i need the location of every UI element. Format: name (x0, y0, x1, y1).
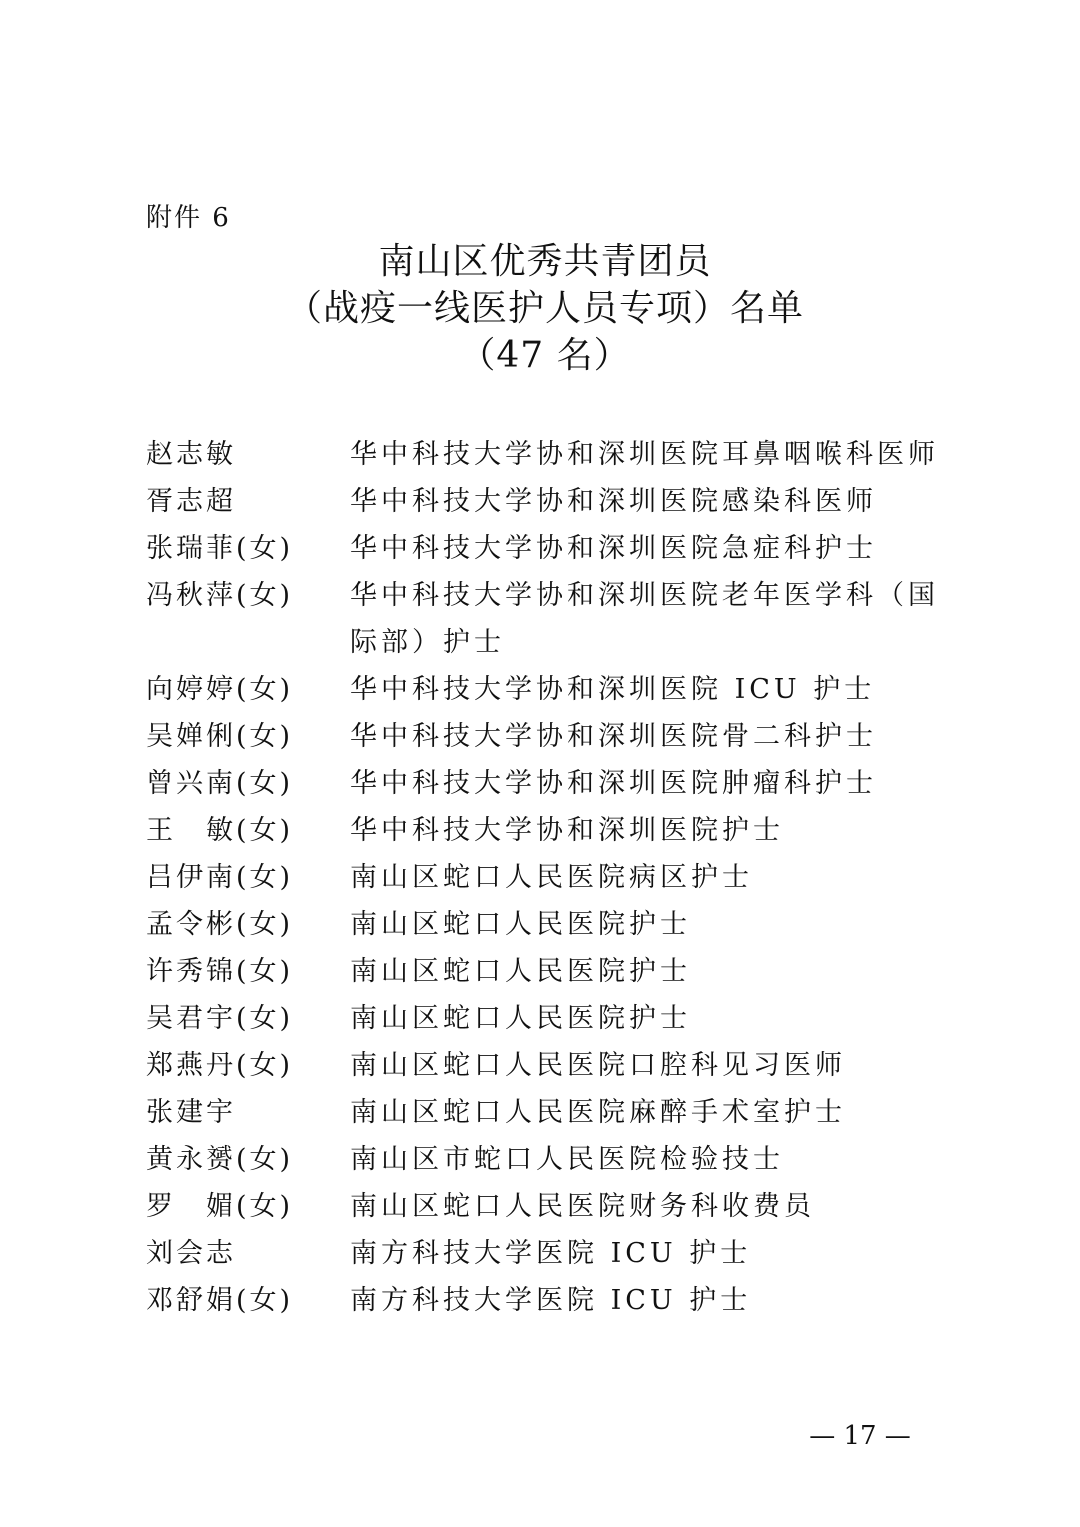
person-unit: 南山区蛇口人民医院护士 (350, 1003, 691, 1034)
person-unit: 华中科技大学协和深圳医院感染科医师 (350, 486, 877, 517)
person-name: 黄永赟(女) (146, 1144, 294, 1175)
roster-entry (146, 1183, 946, 1230)
person-unit: 南山区蛇口人民医院护士 (350, 909, 691, 940)
roster-entry (146, 1089, 946, 1136)
person-name: 向婷婷(女) (146, 674, 294, 705)
attachment-label: 附件 6 (146, 203, 231, 233)
person-name: 刘会志 (146, 1238, 236, 1269)
roster-entry (146, 713, 946, 760)
person-name: 许秀锦(女) (146, 956, 294, 987)
person-name: 冯秋萍(女) (146, 580, 294, 611)
roster-entry (146, 807, 946, 854)
person-name: 胥志超 (146, 486, 236, 517)
person-unit: 华中科技大学协和深圳医院 ICU 护士 (350, 674, 876, 705)
person-unit: 南山区蛇口人民医院麻醉手术室护士 (350, 1097, 846, 1128)
person-name: 罗 媚(女) (146, 1191, 294, 1222)
roster-entry (146, 666, 946, 713)
person-name: 邓舒娟(女) (146, 1285, 294, 1316)
roster-entry (146, 995, 946, 1042)
person-unit: 南方科技大学医院 ICU 护士 (350, 1285, 752, 1316)
person-name: 郑燕丹(女) (146, 1050, 294, 1081)
person-name: 吴君宇(女) (146, 1003, 294, 1034)
person-name: 吴婵俐(女) (146, 721, 294, 752)
roster-entry (146, 760, 946, 807)
page-number: — 17 — (809, 1421, 911, 1451)
person-name: 孟令彬(女) (146, 909, 294, 940)
person-unit: 南山区蛇口人民医院财务科收费员 (350, 1191, 815, 1222)
person-unit: 华中科技大学协和深圳医院护士 (350, 815, 784, 846)
roster-list (146, 431, 946, 1324)
roster-entry (146, 431, 946, 478)
person-name: 王 敏(女) (146, 815, 294, 846)
person-name: 曾兴南(女) (146, 768, 294, 799)
roster-entry (146, 478, 946, 525)
title-line-1: 南山区优秀共青团员 (378, 241, 712, 282)
roster-entry (146, 525, 946, 572)
roster-entry (146, 901, 946, 948)
person-unit: 华中科技大学协和深圳医院老年医学科（国际部）护士 (350, 580, 939, 658)
roster-entry (146, 948, 946, 995)
person-unit: 南方科技大学医院 ICU 护士 (350, 1238, 752, 1269)
person-unit: 华中科技大学协和深圳医院急症科护士 (350, 533, 877, 564)
roster-entry (146, 1136, 946, 1183)
person-name: 张瑞菲(女) (146, 533, 294, 564)
person-unit: 南山区蛇口人民医院口腔科见习医师 (350, 1050, 846, 1081)
title-line-3: （47 名） (459, 335, 631, 376)
person-name: 张建宇 (146, 1097, 236, 1128)
roster-entry (146, 1042, 946, 1089)
roster-entry (146, 1230, 946, 1277)
person-unit: 华中科技大学协和深圳医院耳鼻咽喉科医师 (350, 439, 939, 470)
roster-entry (146, 1277, 946, 1324)
person-unit: 南山区市蛇口人民医院检验技士 (350, 1144, 784, 1175)
person-name: 赵志敏 (146, 439, 236, 470)
person-unit: 华中科技大学协和深圳医院肿瘤科护士 (350, 768, 877, 799)
title-line-2: （战疫一线医护人员专项）名单 (285, 288, 804, 329)
roster-entry (146, 572, 946, 666)
person-unit: 华中科技大学协和深圳医院骨二科护士 (350, 721, 877, 752)
person-name: 吕伊南(女) (146, 862, 294, 893)
person-unit: 南山区蛇口人民医院护士 (350, 956, 691, 987)
roster-entry (146, 854, 946, 901)
document-title (0, 238, 1080, 379)
person-unit: 南山区蛇口人民医院病区护士 (350, 862, 753, 893)
